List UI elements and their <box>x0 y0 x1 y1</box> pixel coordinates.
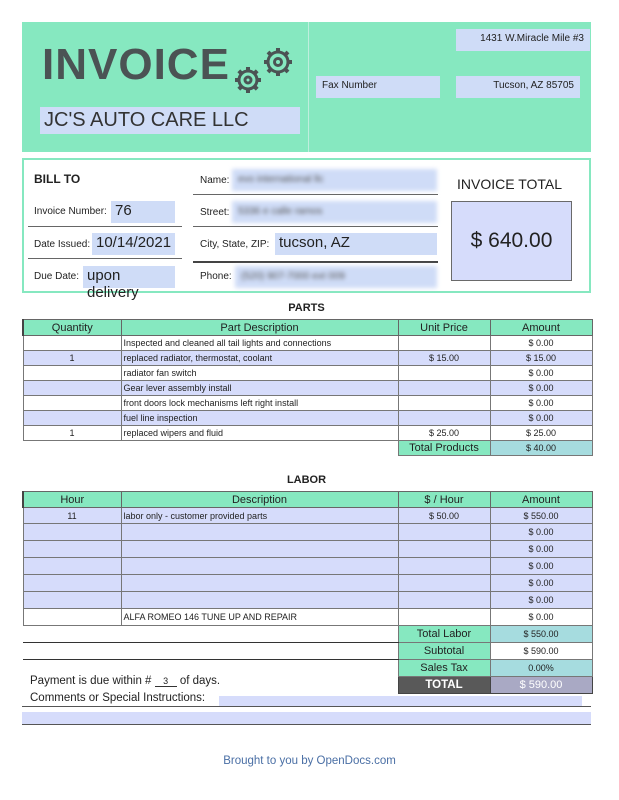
labor-amount: $ 0.00 <box>490 609 592 626</box>
part-qty[interactable]: 1 <box>23 351 121 366</box>
due-date-field[interactable]: upon delivery <box>83 266 175 288</box>
labor-amount: $ 0.00 <box>490 541 592 558</box>
total-labor-value: $ 550.00 <box>490 626 592 643</box>
labor-rate[interactable] <box>398 592 490 609</box>
part-price[interactable]: $ 15.00 <box>398 351 490 366</box>
date-issued-field[interactable]: 10/14/2021 <box>92 233 175 255</box>
labor-amount: $ 0.00 <box>490 558 592 575</box>
divider <box>22 724 591 725</box>
comments-label: Comments or Special Instructions: <box>30 692 206 704</box>
labor-hour[interactable] <box>23 541 121 558</box>
invoice-total-title: INVOICE TOTAL <box>457 176 563 192</box>
part-price[interactable] <box>398 396 490 411</box>
part-desc[interactable]: front doors lock mechanisms left right install <box>121 396 398 411</box>
invoice-title: INVOICE <box>42 40 230 89</box>
footer-credit[interactable]: Brought to you by OpenDocs.com <box>223 755 396 767</box>
part-qty[interactable] <box>23 381 121 396</box>
divider <box>193 261 438 263</box>
divider <box>193 194 438 195</box>
comments-field[interactable] <box>219 696 582 706</box>
divider <box>193 226 438 227</box>
part-price[interactable] <box>398 366 490 381</box>
part-qty[interactable] <box>23 411 121 426</box>
part-price[interactable] <box>398 381 490 396</box>
address-line1-field[interactable]: 1431 W.Miracle Mile #3 <box>456 29 590 51</box>
total-labor-label: Total Labor <box>398 626 490 643</box>
labor-hour[interactable] <box>23 558 121 575</box>
labor-header-hour: Hour <box>23 492 121 508</box>
labor-rate[interactable] <box>398 609 490 626</box>
header-divider <box>308 22 309 152</box>
labor-rate[interactable]: $ 50.00 <box>398 508 490 524</box>
company-name[interactable]: JC'S AUTO CARE LLC <box>40 107 300 134</box>
address-line2-field[interactable]: Tucson, AZ 85705 <box>456 76 580 98</box>
labor-rate[interactable] <box>398 558 490 575</box>
part-price[interactable] <box>398 411 490 426</box>
labor-amount: $ 0.00 <box>490 524 592 541</box>
subtotal-value: $ 590.00 <box>490 643 592 660</box>
parts-header-amount: Amount <box>490 320 592 336</box>
name-label: Name: <box>200 175 230 186</box>
labor-rate[interactable] <box>398 575 490 592</box>
part-amount: $ 0.00 <box>490 336 592 351</box>
comments-extra-field[interactable] <box>22 712 591 724</box>
payment-prefix: Payment is due within # <box>30 675 152 687</box>
labor-desc[interactable] <box>121 575 398 592</box>
part-desc[interactable]: replaced radiator, thermostat, coolant <box>121 351 398 366</box>
invoice-number-label: Invoice Number: <box>34 206 107 217</box>
labor-title: LABOR <box>286 474 327 486</box>
labor-amount: $ 550.00 <box>490 508 592 524</box>
gears-icon <box>230 42 300 100</box>
part-desc[interactable]: Gear lever assembly install <box>121 381 398 396</box>
payment-suffix: of days. <box>179 675 221 687</box>
part-qty[interactable] <box>23 396 121 411</box>
part-desc[interactable]: radiator fan switch <box>121 366 398 381</box>
labor-hour[interactable]: 11 <box>23 508 121 524</box>
labor-desc[interactable] <box>121 592 398 609</box>
fax-number-field[interactable]: Fax Number <box>316 76 440 98</box>
sales-tax-value[interactable]: 0.00% <box>490 660 592 677</box>
part-qty[interactable] <box>23 336 121 351</box>
divider <box>28 226 182 227</box>
part-amount: $ 25.00 <box>490 426 592 441</box>
labor-desc[interactable] <box>121 541 398 558</box>
city-state-zip-label: City, State, ZIP: <box>200 239 270 250</box>
parts-total-spacer <box>23 441 398 456</box>
total-products-label: Total Products <box>398 441 490 456</box>
part-amount: $ 0.00 <box>490 411 592 426</box>
payment-terms <box>30 675 220 687</box>
tax-spacer <box>23 660 398 677</box>
part-desc[interactable]: fuel line inspection <box>121 411 398 426</box>
part-desc[interactable]: replaced wipers and fluid <box>121 426 398 441</box>
part-amount: $ 0.00 <box>490 396 592 411</box>
labor-header-amount: Amount <box>490 492 592 508</box>
labor-amount: $ 0.00 <box>490 592 592 609</box>
parts-header-description: Part Description <box>121 320 398 336</box>
subtotal-spacer <box>23 643 398 660</box>
total-products-value: $ 40.00 <box>490 441 592 456</box>
parts-title: PARTS <box>288 302 325 314</box>
part-price[interactable]: $ 25.00 <box>398 426 490 441</box>
labor-header-rate: $ / Hour <box>398 492 490 508</box>
date-issued-label: Date Issued: <box>34 239 91 250</box>
labor-total-spacer <box>23 626 398 643</box>
invoice-total-value: $ 640.00 <box>451 201 572 281</box>
phone-label: Phone: <box>200 271 232 282</box>
part-price[interactable] <box>398 336 490 351</box>
labor-hour[interactable] <box>23 575 121 592</box>
parts-header-quantity: Quantity <box>23 320 121 336</box>
name-field[interactable]: evo international llc <box>232 169 437 191</box>
payment-days-field[interactable]: 3 <box>155 676 177 687</box>
part-amount: $ 15.00 <box>490 351 592 366</box>
street-field[interactable]: 5336 e calle ramos <box>232 201 437 223</box>
subtotal-label: Subtotal <box>398 643 490 660</box>
labor-header-description: Description <box>121 492 398 508</box>
labor-rate[interactable] <box>398 541 490 558</box>
labor-hour[interactable] <box>23 592 121 609</box>
part-qty[interactable]: 1 <box>23 426 121 441</box>
divider <box>28 258 182 259</box>
grand-total-label: TOTAL <box>398 677 490 694</box>
part-amount: $ 0.00 <box>490 381 592 396</box>
labor-rate[interactable] <box>398 524 490 541</box>
labor-table <box>22 491 593 694</box>
divider <box>22 706 591 707</box>
part-amount: $ 0.00 <box>490 366 592 381</box>
sales-tax-label: Sales Tax <box>398 660 490 677</box>
labor-desc[interactable]: ALFA ROMEO 146 TUNE UP AND REPAIR <box>121 609 398 626</box>
parts-header-unit-price: Unit Price <box>398 320 490 336</box>
labor-hour[interactable] <box>23 609 121 626</box>
city-state-zip-field[interactable]: tucson, AZ <box>275 233 437 255</box>
grand-total-value: $ 590.00 <box>490 677 592 694</box>
labor-hour[interactable] <box>23 524 121 541</box>
bill-to-title: BILL TO <box>34 172 81 186</box>
labor-desc[interactable] <box>121 558 398 575</box>
due-date-label: Due Date: <box>34 271 80 282</box>
labor-desc[interactable]: labor only - customer provided parts <box>121 508 398 524</box>
invoice-number-field[interactable]: 76 <box>111 201 175 223</box>
part-qty[interactable] <box>23 366 121 381</box>
phone-field[interactable]: (520) 907-7000 ext 009 <box>235 266 437 288</box>
labor-desc[interactable] <box>121 524 398 541</box>
part-desc[interactable]: Inspected and cleaned all tail lights and connections <box>121 336 398 351</box>
labor-amount: $ 0.00 <box>490 575 592 592</box>
parts-table <box>22 319 593 456</box>
street-label: Street: <box>200 207 230 218</box>
